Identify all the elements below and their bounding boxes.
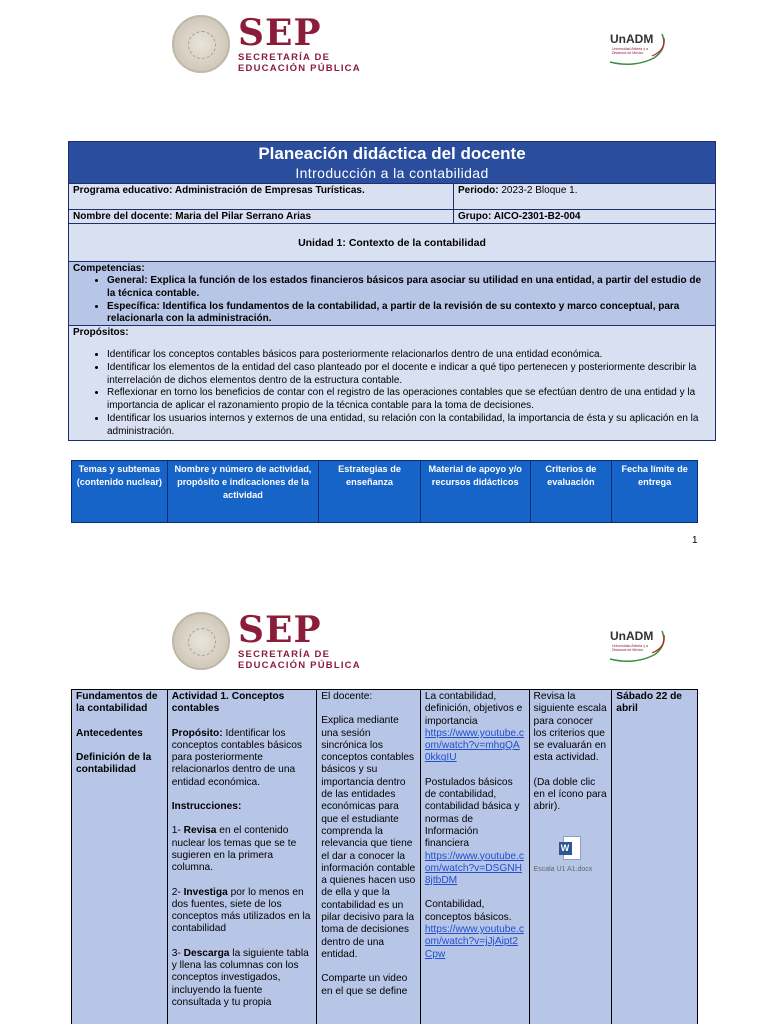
instruction-step: 1- Revisa en el contenido nuclear los temas que se te sugieren en la primera columna. [171,825,297,874]
criterios-text: (Da doble clic en el ícono para abrir). [533,776,607,813]
unadm-logo [604,28,668,68]
video-link[interactable]: https://www.youtube.com/watch?v=DSGNH8jtbDM [424,850,524,887]
video-link[interactable]: https://www.youtube.com/watch?v=jJjAipt2Cpw [424,924,524,960]
sep-wordmark: SEP [238,609,322,651]
periodo-label: Periodo: [458,185,499,196]
unadm-subtitle: Universidad Abierta y a Distancia de México [612,47,648,55]
tema-item: Antecedentes [76,727,143,739]
mexico-seal-icon [172,612,230,670]
periodo-value: 2023-2 Bloque 1. [498,185,578,196]
estrategia-text: Comparte un video en el que se define [321,973,408,997]
estrategia-heading: El docente: [321,691,373,702]
proposito-item: • Reflexionar en torno los beneficios de contar con el registro de las operaciones contables que se efectúan dentro de una entidad y la importancia de aplicar el razonamiento propio de la técnica contable para la toma de decisiones. [107,387,711,413]
proposito-item: • Identificar los elementos de la entidad del caso planteado por el docente e indicar a qué tipo pertenecen y posteriormente describir la interrelación de dichos elementos dentro de la estructura contable. [107,362,711,388]
plan-header [69,142,715,184]
plan-subtitle: Introducción a la contabilidad [295,165,489,181]
grupo-cell: Grupo: AICO-2301-B2-004 [458,211,581,222]
competencias-row [69,262,715,326]
unadm-subtitle: Universidad Abierta y a Distancia de México [612,644,648,652]
sep-logo [172,14,361,74]
sep-line2: EDUCACIÓN PÚBLICA [238,660,361,671]
unidad-title: Unidad 1: Contexto de la contabilidad [298,236,486,249]
programa-row [69,184,715,210]
header-fecha: Fecha límite de entrega [621,464,688,487]
unadm-logo [604,625,668,665]
propositos-row [69,326,715,440]
video-link[interactable]: https://www.youtube.com/watch?v=mhqQA0kkgIU [424,727,524,764]
tema-item: Fundamentos de la contabilidad [76,691,158,715]
sep-line1: SECRETARÍA DE [238,52,331,63]
material-text: La contabilidad, definición, objetivos e importancia [424,691,523,727]
tema-item: Definición de la contabilidad [76,751,152,776]
activity-table [71,689,698,1024]
competencia-item: • General: Explica la función de los estados financieros básicos para asociar su utilidad en una entidad, a partir del estudio de la técnica contable. [107,275,711,301]
criterios-cell [530,690,613,1024]
sep-line2: EDUCACIÓN PÚBLICA [238,63,361,74]
propositos-heading: Propósitos: [73,327,129,338]
header-temas: Temas y subtemas (contenido nuclear) [72,461,168,522]
material-text: Postulados básicos de contabilidad, contabilidad básica y normas de Información financiera [424,776,520,850]
page-number: 1 [692,535,698,546]
material-text: Contabilidad, conceptos básicos. [424,899,512,923]
material-cell [421,690,530,1024]
word-document-icon[interactable]: W [559,836,581,862]
docente-row [69,210,715,224]
estrategia-text: Explica mediante una sesión sincrónica los conceptos contables básicos y su importancia dentro de las entidades económicas para que el estudiante comprenda la relevancia que tiene el dar a conocer la información contable a quienes hacen uso de ella y que la contabilidad es un pilar decisivo para la toma de decisiones dentro de una entidad. [321,715,416,960]
plan-title: Planeación didáctica del docente [258,144,526,163]
competencias-heading: Competencias: [73,263,145,274]
temas-cell [72,690,168,1024]
programa-cell: Programa educativo: Administración de Empresas Turísticas. [69,184,454,209]
proposito-item: • Identificar los usuarios internos y externos de una entidad, su relación con la contabilidad, la importancia de ésta y su aplicación en la administración. [107,413,711,439]
header-estrategias: Estrategias de enseñanza [319,461,421,522]
instruction-step: 3- Descarga la siguiente tabla y llena las columnas con los conceptos investigados, incluyendo la fuente consultada y tu propia [171,947,309,1008]
activity-header-table [71,460,698,523]
sep-logo [172,611,361,671]
fecha-cell: Sábado 22 de abril [616,691,682,715]
mexico-seal-icon [172,15,230,73]
unadm-wordmark: UnADM [610,32,654,46]
activity-title: Actividad 1. Conceptos contables [171,691,285,715]
header-actividad: Nombre y número de actividad, propósito e indicaciones de la actividad [168,461,320,522]
docente-cell: Nombre del docente: Maria del Pilar Serrano Arias [69,210,454,223]
planeacion-table [68,141,716,441]
unidad-row [69,224,715,262]
estrategias-cell [317,690,421,1024]
file-label[interactable]: Escala U1 A1.docx [533,865,593,873]
activity-proposito: Propósito: Identificar los conceptos contables básicos para posteriormente relacionarlos dentro de una entidad económica. [171,727,302,788]
instrucciones-heading: Instrucciones: [171,801,242,813]
instruction-step: 2- Investiga por lo menos en dos fuentes, siete de los conceptos más utilizados en la contabilidad [171,886,311,935]
criterios-text: Revisa la siguiente escala para conocer los criterios que se evaluarán en esta actividad. [533,691,607,764]
sep-wordmark: SEP [238,12,322,54]
periodo-cell [454,184,582,209]
header-material: Material de apoyo y/o recursos didácticos [421,461,531,522]
unadm-wordmark: UnADM [610,629,654,643]
actividad-cell [168,690,318,1024]
proposito-item: • Identificar los conceptos contables básicos para posteriormente relacionarlos dentro de una entidad económica. [107,349,711,362]
competencia-item: • Específica: Identifica los fundamentos de la contabilidad, a partir de la revisión de su contexto y marco conceptual, para relacionarla con la administración. [107,301,711,327]
header-criterios: Criterios de evaluación [531,461,613,522]
sep-line1: SECRETARÍA DE [238,649,331,660]
